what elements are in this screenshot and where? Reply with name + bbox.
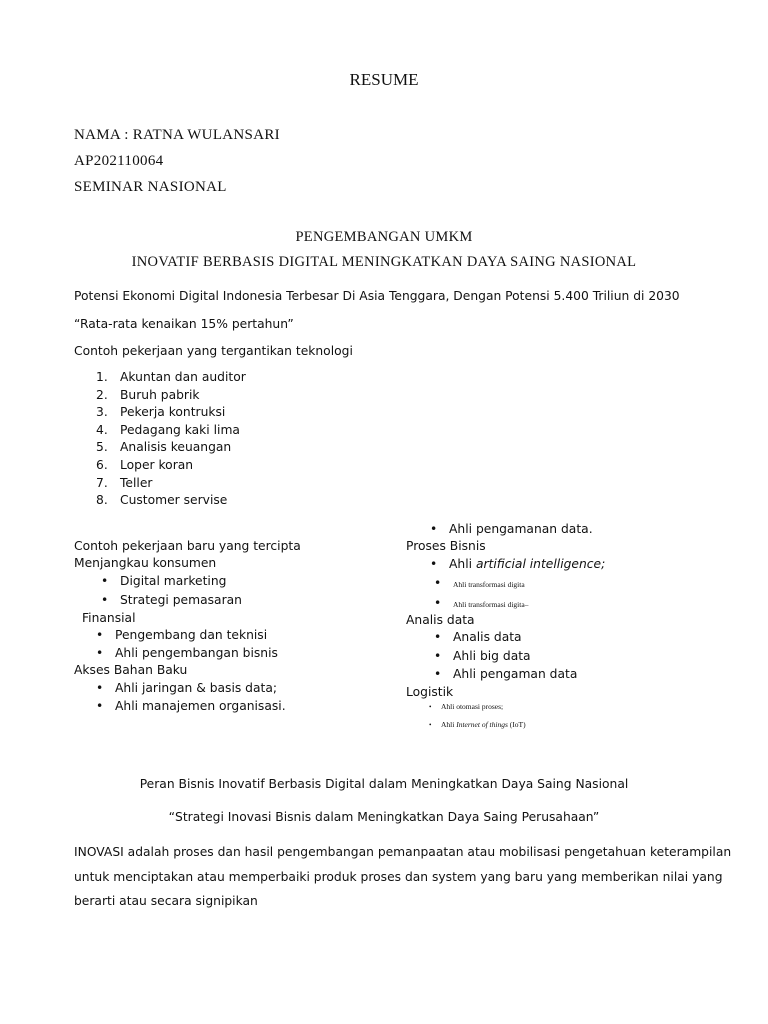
bullet-icon: • (96, 699, 104, 713)
list-item-label: Ahli otomasi proses; (441, 702, 504, 711)
list-number: 8. (96, 493, 108, 508)
list-item-label: Ahli big data (453, 649, 531, 663)
list-item (74, 405, 246, 423)
list-number: 4. (96, 422, 108, 437)
list-item-italic: artificial intelligence; (475, 557, 606, 571)
list-item-label: Buruh pabrik (120, 387, 200, 402)
event-name: SEMINAR NASIONAL (74, 179, 227, 195)
list-item (434, 667, 578, 681)
section-logistics: Logistik (406, 685, 454, 699)
list-number: 3. (96, 405, 108, 420)
section-finance: Finansial (82, 611, 136, 625)
list-item-label: Teller (120, 475, 153, 490)
list-item (74, 493, 246, 511)
potential-statement: Potensi Ekonomi Digital Indonesia Terbesar Di Asia Tenggara, Dengan Potensi 5.400 Triliun di 2030 (74, 289, 680, 303)
list-item-label: Digital marketing (120, 574, 227, 588)
list-item-label: Analisis keuangan (120, 440, 232, 455)
list-item-label: Pengembang dan teknisi (115, 628, 268, 642)
list-number: 1. (96, 370, 108, 384)
list-item (429, 720, 526, 729)
list-item (429, 702, 504, 711)
bullet-icon: • (101, 593, 109, 607)
list-number: 5. (96, 440, 108, 455)
list-item (430, 557, 606, 571)
bullet-icon: • (434, 649, 442, 663)
section-business-process: Proses Bisnis (406, 539, 486, 553)
bullet-icon: • (96, 646, 104, 660)
list-item (96, 628, 268, 642)
list-item (96, 681, 278, 695)
new-jobs-heading: Contoh pekerjaan baru yang tercipta (74, 539, 301, 553)
bullet-icon: • (434, 576, 442, 590)
list-item (96, 699, 286, 713)
list-item (96, 646, 278, 660)
bullet-icon: • (429, 721, 432, 729)
bullet-icon: • (429, 703, 432, 711)
bullet-icon: • (434, 630, 442, 644)
list-item-label: Analis data (453, 630, 522, 644)
list-item (74, 423, 246, 441)
paragraph-line-2: untuk menciptakan atau memperbaiki produk proses dan system yang baru yang memberikan nilai yang (74, 870, 723, 884)
role-heading: Peran Bisnis Inovatif Berbasis Digital dalam Meningkatkan Daya Saing Nasional (139, 777, 629, 791)
list-item (74, 458, 246, 476)
strategy-quote: “Strategi Inovasi Bisnis dalam Meningkatkan Daya Saing Perusahaan” (168, 810, 600, 824)
paragraph-line-3: berarti atau secara signipikan (74, 894, 258, 908)
list-item-label: Ahli transformasi digita– (453, 600, 529, 609)
section-reach-consumers: Menjangkau konsumen (74, 556, 217, 570)
list-number: 2. (96, 387, 108, 402)
list-item-label: Loper koran (120, 457, 194, 472)
heading-line-2: INOVATIF BERBASIS DIGITAL MENINGKATKAN DAYA SAING NASIONAL (131, 254, 637, 270)
replaced-jobs-heading: Contoh pekerjaan yang tergantikan teknologi (74, 344, 353, 358)
list-item-label: Akuntan dan auditor (120, 370, 246, 384)
student-id: AP202110064 (74, 153, 164, 169)
list-item (434, 576, 525, 590)
replaced-jobs-list (74, 370, 246, 511)
name-line: NAMA : RATNA WULANSARI (74, 127, 280, 143)
list-item-label: Ahli transformasi digita (453, 580, 525, 589)
bullet-icon: • (96, 628, 104, 642)
list-item (74, 388, 246, 406)
list-item-label: Pekerja kontruksi (120, 405, 226, 420)
paragraph-line-1: INOVASI adalah proses dan hasil pengembangan pemanpaatan atau mobilisasi pengetahuan keterampilan (74, 845, 732, 859)
list-item-label: Ahli jaringan & basis data; (115, 681, 278, 695)
bullet-icon: • (101, 574, 109, 588)
list-item-label: Strategi pemasaran (120, 593, 242, 607)
list-number: 7. (96, 475, 108, 490)
list-item-label: Ahli pengamanan data. (449, 522, 593, 536)
list-item (101, 593, 242, 607)
growth-quote: “Rata-rata kenaikan 15% pertahun” (74, 317, 294, 331)
list-item (74, 370, 246, 388)
list-item (74, 440, 246, 458)
list-item (74, 476, 246, 494)
list-item-label: Ahli pengembangan bisnis (115, 646, 278, 660)
section-data-analysis: Analis data (406, 613, 475, 627)
list-item (434, 649, 531, 663)
bullet-icon: • (96, 681, 104, 695)
heading-line-1: PENGEMBANGAN UMKM (295, 229, 473, 245)
list-item-prefix: Ahli (441, 720, 457, 729)
bullet-icon: • (434, 667, 442, 681)
list-item (434, 630, 522, 644)
bullet-icon: • (430, 522, 438, 536)
list-item-label: Ahli manajemen organisasi. (115, 699, 286, 713)
section-raw-materials: Akses Bahan Baku (74, 663, 188, 677)
list-item-label: Pedagang kaki lima (120, 422, 240, 437)
list-item (430, 522, 593, 536)
list-item-suffix: (IoT) (507, 720, 526, 729)
list-item-label: Customer servise (120, 493, 228, 508)
bullet-icon: • (430, 557, 438, 571)
list-item (434, 596, 529, 610)
list-item-label: Ahli pengaman data (453, 667, 578, 681)
list-item-prefix: Ahli (449, 557, 476, 571)
list-item (101, 574, 227, 588)
document-title: RESUME (349, 70, 419, 89)
list-number: 6. (96, 457, 108, 472)
list-item-italic: Internet of things (456, 720, 508, 729)
bullet-icon: • (434, 596, 442, 610)
